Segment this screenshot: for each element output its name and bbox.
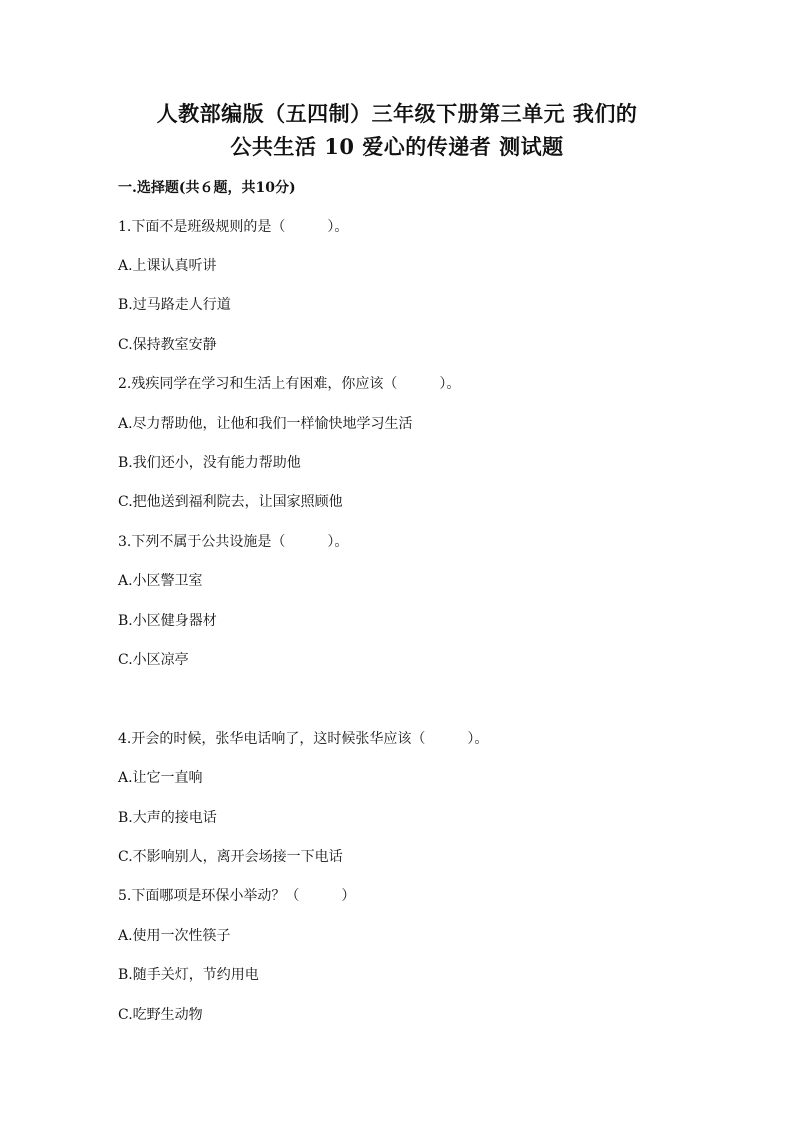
question-1-stem: 1.下面不是班级规则的是（ ）。 — [118, 219, 349, 235]
section-heading: 一.选择题(共６题，共10分) — [118, 180, 296, 196]
question-4-option-a: A.让它一直响 — [118, 770, 203, 786]
question-1-option-c: C.保持教室安静 — [118, 337, 217, 353]
question-2-stem: 2.残疾同学在学习和生活上有困难，你应该（ ）。 — [118, 376, 461, 392]
document-title-line-1: 人教部编版（五四制）三年级下册第三单元 我们的 — [156, 101, 638, 126]
question-1-option-b: B.过马路走人行道 — [118, 297, 231, 313]
question-3-option-c: C.小区凉亭 — [118, 652, 189, 668]
question-3-stem: 3.下列不属于公共设施是（ ）。 — [118, 534, 349, 550]
document-title-line-2: 公共生活 10 爱心的传递者 测试题 — [230, 134, 564, 159]
question-4-option-b: B.大声的接电话 — [118, 810, 217, 826]
question-2-option-a: A.尽力帮助他，让他和我们一样愉快地学习生活 — [118, 416, 413, 432]
question-5-option-b: B.随手关灯，节约用电 — [118, 967, 259, 983]
question-1-option-a: A.上课认真听讲 — [118, 258, 217, 274]
question-3-option-b: B.小区健身器材 — [118, 613, 217, 629]
question-4-option-c: C.不影响别人，离开会场接一下电话 — [118, 849, 343, 865]
question-5-stem: 5.下面哪项是环保小举动？（ ） — [118, 888, 356, 904]
question-2-option-b: B.我们还小，没有能力帮助他 — [118, 455, 301, 471]
question-4-stem: 4.开会的时候，张华电话响了，这时候张华应该（ ）。 — [118, 731, 489, 747]
question-5-option-a: A.使用一次性筷子 — [118, 928, 231, 944]
question-2-option-c: C.把他送到福利院去，让国家照顾他 — [118, 494, 343, 510]
question-5-option-c: C.吃野生动物 — [118, 1007, 203, 1023]
question-3-option-a: A.小区警卫室 — [118, 573, 203, 589]
